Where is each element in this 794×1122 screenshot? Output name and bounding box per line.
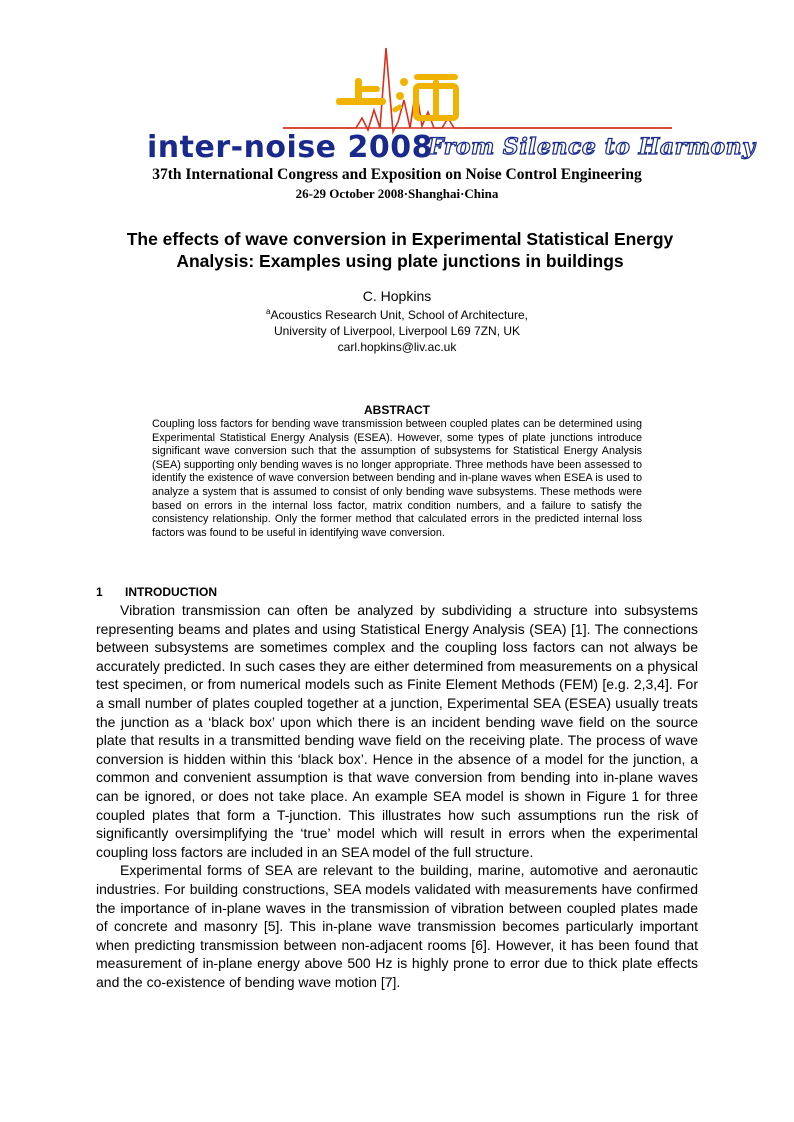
- author-email: carl.hopkins@liv.ac.uk: [337, 340, 457, 354]
- section-title: INTRODUCTION: [125, 585, 217, 599]
- congress-line: 37th International Congress and Exposition on Noise Control Engineering: [152, 166, 642, 183]
- section-heading: [96, 585, 217, 599]
- affiliation-line-1: Acoustics Research Unit, School of Architecture,: [270, 308, 528, 322]
- section-number: 1: [96, 585, 103, 599]
- conference-banner: [0, 0, 794, 170]
- conference-tagline: From Silence to Harmony: [428, 134, 756, 160]
- introduction-body: [96, 601, 698, 991]
- paragraph-1: Vibration transmission can often be analyzed by subdividing a structure into subsystems representing beams and plates and using Statistical Energy Analysis (SEA) [1]. The connections between subsystems are sometimes complex and the coupling loss factors can not always be accurately predicted. In such cases they are either determined from measurements on a physical test specimen, or from numerical models such as Finite Element Methods (FEM) [e.g. 2,3,4]. For a small number of plates coupled together at a junction, Experimental SEA (ESEA) usually treats the junction as a ‘black box’ upon which there is an incident bending wave field on the source plate that results in a transmitted bending wave field on the receiving plate. The process of wave conversion is hidden within this ‘black box’. Hence in the absence of a model for the junction, a common and convenient assumption is that wave conversion from bending into in-plane waves can be ignored, or does not take place. An example SEA model is shown in Figure 1 for three coupled plates that form a T-junction. This illustrates how such assumptions run the risk of significantly oversimplifying the ‘true’ model which will result in errors when the experimental coupling loss factors are included in an SEA model of the full structure.: [96, 602, 698, 860]
- abstract-text: Coupling loss factors for bending wave transmission between coupled plates can be determined using Experimental Statistical Energy Analysis (ESEA). However, some types of plate junctions introduce significant wave conversion such that the assumption of subsystems for Statistical Energy Analysis (SEA) supporting only bending waves is no longer appropriate. Three methods have been assessed to identify the existence of wave conversion between bending and in-plane waves when ESEA is used to analyze a system that is assumed to consist of only bending wave subsystems. These methods were based on errors in the internal loss factor, matrix condition numbers, and a failure to satisfy the consistency relationship. Only the former method that calculated errors in the predicted internal loss factors was found to be useful in identifying wave conversion.: [152, 418, 642, 539]
- affiliation-block: [0, 304, 794, 355]
- affiliation-marker: a: [266, 307, 271, 316]
- abstract-heading: ABSTRACT: [364, 403, 430, 417]
- paper-title: The effects of wave conversion in Experimental Statistical Energy Analysis: Examples using plate junctions in buildings: [126, 229, 674, 271]
- affiliation-line-2: University of Liverpool, Liverpool L69 7ZN, UK: [273, 324, 521, 338]
- paragraph-2: Experimental forms of SEA are relevant to the building, marine, automotive and aeronautic industries. For building constructions, SEA models validated with measurements have confirmed the importance of in-plane waves in the transmission of vibration between coupled plates made of concrete and masonry [5]. This in-plane wave transmission becomes particularly important when predicting transmission between non-adjacent rooms [6]. However, it has been found that measurement of in-plane energy above 500 Hz is highly prone to error due to thick plate effects and the co-existence of bending wave motion [7].: [96, 862, 698, 990]
- conference-name: inter-noise 2008: [147, 130, 433, 165]
- dates-line: 26-29 October 2008·Shanghai·China: [295, 186, 499, 201]
- author-name: C. Hopkins: [362, 288, 432, 304]
